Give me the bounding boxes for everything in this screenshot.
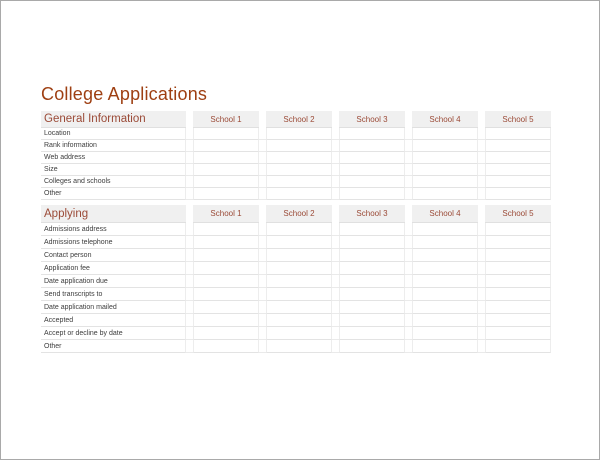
data-cell [339,262,405,275]
row-label: Other [41,340,186,353]
column-header: School 3 [339,205,405,223]
data-cell [485,288,551,301]
column-gap [332,111,339,128]
column-gap [478,340,485,353]
data-cell [193,176,259,188]
row-label: Admissions telephone [41,236,186,249]
column-gap [259,262,266,275]
column-gap [478,188,485,200]
data-cell [485,327,551,340]
row-label: Date application due [41,275,186,288]
row-label: Location [41,128,186,140]
data-cell [266,275,332,288]
column-gap [186,275,193,288]
column-gap [405,262,412,275]
column-gap [332,340,339,353]
data-cell [412,128,478,140]
column-header: School 1 [193,111,259,128]
column-gap [332,176,339,188]
data-cell [412,327,478,340]
column-header: School 2 [266,205,332,223]
column-gap [259,140,266,152]
column-gap [405,164,412,176]
column-gap [259,340,266,353]
column-gap [186,188,193,200]
column-gap [405,236,412,249]
data-cell [412,275,478,288]
column-gap [186,176,193,188]
data-cell [193,188,259,200]
data-cell [412,249,478,262]
row-label: Application fee [41,262,186,275]
data-cell [193,301,259,314]
data-cell [193,262,259,275]
data-cell [485,236,551,249]
column-gap [332,205,339,223]
column-gap [332,140,339,152]
section-header: Applying [41,205,186,223]
column-gap [405,275,412,288]
data-cell [485,275,551,288]
data-cell [266,327,332,340]
column-gap [332,188,339,200]
data-cell [266,223,332,236]
column-gap [405,223,412,236]
row-label: Contact person [41,249,186,262]
column-gap [259,236,266,249]
data-cell [339,223,405,236]
column-gap [186,205,193,223]
row-label: Accepted [41,314,186,327]
column-gap [478,140,485,152]
column-gap [186,262,193,275]
column-gap [478,176,485,188]
column-gap [259,164,266,176]
column-gap [478,111,485,128]
data-cell [485,301,551,314]
column-gap [332,288,339,301]
data-cell [339,152,405,164]
row-label: Web address [41,152,186,164]
data-cell [412,152,478,164]
data-cell [339,340,405,353]
data-cell [339,275,405,288]
column-gap [405,301,412,314]
column-gap [405,327,412,340]
column-gap [259,275,266,288]
data-cell [412,140,478,152]
column-gap [478,262,485,275]
data-cell [266,128,332,140]
data-cell [266,262,332,275]
data-cell [339,314,405,327]
column-gap [332,314,339,327]
data-cell [266,152,332,164]
data-cell [339,288,405,301]
column-gap [259,205,266,223]
column-gap [332,249,339,262]
section-table [41,111,551,200]
column-gap [186,111,193,128]
column-gap [259,176,266,188]
data-cell [485,176,551,188]
column-gap [186,164,193,176]
column-gap [478,288,485,301]
data-cell [193,164,259,176]
column-gap [259,288,266,301]
column-gap [332,164,339,176]
column-gap [478,152,485,164]
data-cell [266,176,332,188]
column-header: School 4 [412,111,478,128]
row-label: Send transcripts to [41,288,186,301]
column-gap [405,249,412,262]
column-gap [259,111,266,128]
data-cell [339,327,405,340]
data-cell [266,340,332,353]
data-cell [266,314,332,327]
column-gap [478,223,485,236]
column-gap [405,340,412,353]
column-gap [405,188,412,200]
data-cell [339,301,405,314]
data-cell [339,164,405,176]
data-cell [412,188,478,200]
column-header: School 5 [485,205,551,223]
row-label: Other [41,188,186,200]
column-gap [478,164,485,176]
column-gap [186,327,193,340]
data-cell [193,128,259,140]
data-cell [485,314,551,327]
data-cell [266,301,332,314]
column-gap [332,128,339,140]
data-cell [193,249,259,262]
data-cell [412,223,478,236]
column-gap [186,223,193,236]
data-cell [412,164,478,176]
data-cell [193,236,259,249]
row-label: Admissions address [41,223,186,236]
column-gap [405,111,412,128]
column-gap [405,288,412,301]
data-cell [193,314,259,327]
data-cell [485,249,551,262]
data-cell [339,176,405,188]
data-cell [485,152,551,164]
data-cell [339,188,405,200]
data-cell [485,223,551,236]
data-cell [412,288,478,301]
row-label: Accept or decline by date [41,327,186,340]
data-cell [266,236,332,249]
column-gap [405,314,412,327]
row-label: Date application mailed [41,301,186,314]
column-gap [332,275,339,288]
data-cell [339,249,405,262]
data-cell [193,275,259,288]
data-cell [193,140,259,152]
column-gap [478,314,485,327]
page-title: College Applications [41,84,208,104]
column-header: School 2 [266,111,332,128]
column-gap [478,275,485,288]
column-gap [478,205,485,223]
data-cell [266,164,332,176]
column-gap [332,152,339,164]
data-cell [485,140,551,152]
column-header: School 1 [193,205,259,223]
column-gap [186,301,193,314]
data-cell [412,236,478,249]
data-cell [485,164,551,176]
column-gap [259,223,266,236]
data-cell [193,340,259,353]
column-gap [186,288,193,301]
column-gap [259,249,266,262]
section-table [41,205,551,353]
data-cell [485,128,551,140]
column-gap [478,327,485,340]
column-gap [259,301,266,314]
column-gap [259,327,266,340]
data-cell [193,288,259,301]
data-cell [485,262,551,275]
row-label: Colleges and schools [41,176,186,188]
column-gap [186,249,193,262]
column-gap [332,262,339,275]
column-gap [186,314,193,327]
column-gap [186,236,193,249]
column-gap [259,152,266,164]
data-cell [339,140,405,152]
data-cell [412,262,478,275]
data-cell [412,340,478,353]
column-gap [186,152,193,164]
column-gap [332,236,339,249]
data-cell [412,176,478,188]
column-gap [478,236,485,249]
data-cell [266,188,332,200]
data-cell [193,223,259,236]
column-gap [478,249,485,262]
column-gap [186,340,193,353]
data-cell [485,340,551,353]
row-label: Size [41,164,186,176]
column-header: School 5 [485,111,551,128]
worksheet-page [1,1,599,459]
data-cell [485,188,551,200]
column-gap [259,314,266,327]
column-header: School 3 [339,111,405,128]
column-gap [478,301,485,314]
column-gap [186,140,193,152]
data-cell [266,140,332,152]
column-gap [332,223,339,236]
section-header: General Information [41,111,186,128]
column-gap [332,301,339,314]
data-cell [266,288,332,301]
column-gap [405,128,412,140]
data-cell [339,236,405,249]
data-cell [339,128,405,140]
column-gap [259,128,266,140]
column-header: School 4 [412,205,478,223]
column-gap [259,188,266,200]
column-gap [332,327,339,340]
row-label: Rank information [41,140,186,152]
column-gap [186,128,193,140]
column-gap [405,176,412,188]
column-gap [478,128,485,140]
column-gap [405,140,412,152]
data-cell [412,314,478,327]
data-cell [193,152,259,164]
data-cell [412,301,478,314]
column-gap [405,205,412,223]
column-gap [405,152,412,164]
data-cell [193,327,259,340]
data-cell [266,249,332,262]
